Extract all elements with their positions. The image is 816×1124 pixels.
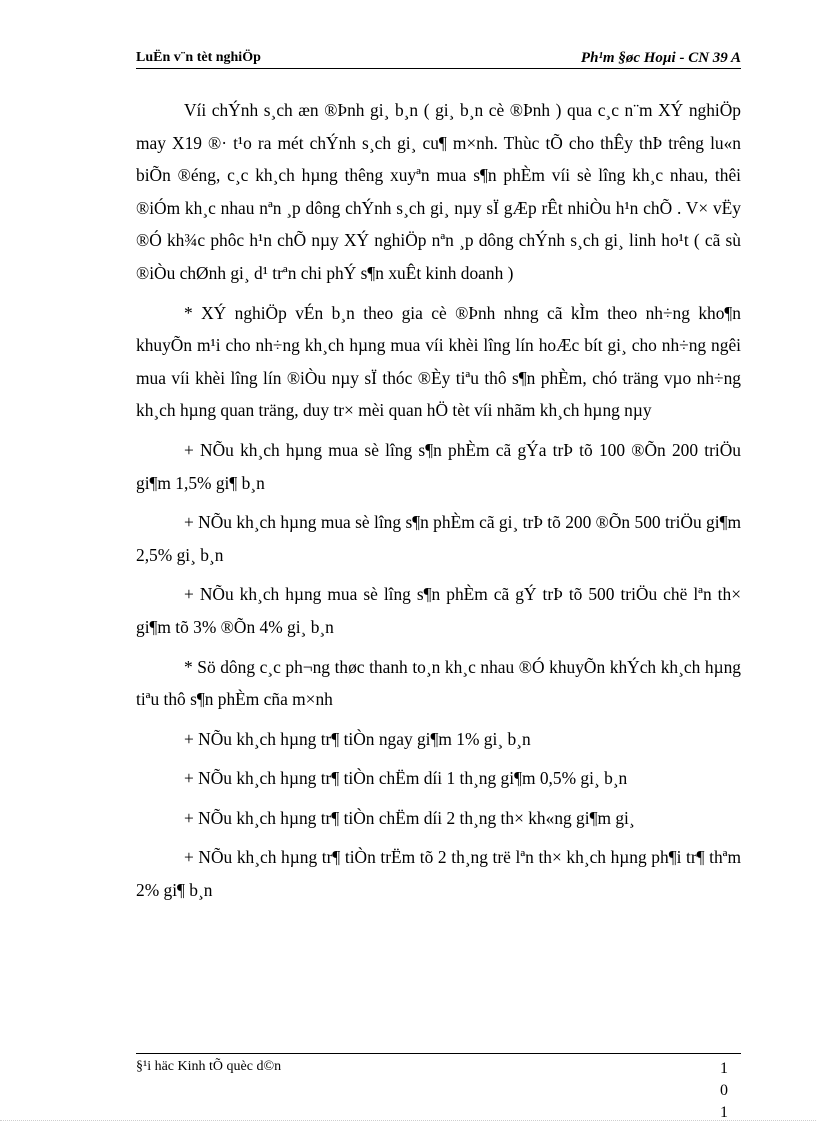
header-author: Ph¹m §øc Hoµi - CN 39 A bbox=[580, 50, 741, 66]
page-number-digit: 1 bbox=[720, 1060, 728, 1077]
paragraph-10: + NÕu kh¸ch hµng tr¶ tiÒn trËm tõ 2 th¸ng trë lªn th× kh¸ch hµng ph¶i tr¶ thªm 2% gi¶ b¸n bbox=[136, 847, 741, 901]
paragraph-1: Víi chÝnh s¸ch æn ®Þnh gi¸ b¸n ( gi¸ b¸n cè ®Þnh ) qua c¸c n¨m XÝ nghiÖp may X19 ®· t¹o ra mét chÝnh s¸ch gi¸ cu¶ m×nh. Thùc tÕ cho thÊy thÞ trêng lu«n biÕn ®éng, c¸c kh¸ch hµng thêng xuyªn mua s¶n phÈm víi sè lîng kh¸c nhau, thêi ®iÓm kh¸c nhau nªn ¸p dông chÝnh s¸ch gi¸ nµy sÏ gÆp rÊt nhiÒu h¹n chÕ . V× vËy ®Ó kh¾c phôc h¹n chÕ nµy XÝ nghiÖp nªn ¸p dông chÝnh s¸ch gi¸ linh ho¹t ( cã sù ®iÒu chØnh gi¸ d¹ trªn chi phÝ s¶n xuÊt kinh doanh ) bbox=[136, 100, 741, 283]
paragraph-3: + NÕu kh¸ch hµng mua sè lîng s¶n phÈm cã gÝa trÞ tõ 100 ®Õn 200 triÖu gi¶m 1,5% gi¶ b¸n bbox=[136, 439, 741, 493]
page-number-digit: 0 bbox=[720, 1082, 728, 1099]
paragraph-9: + NÕu kh¸ch hµng tr¶ tiÒn chËm díi 2 th¸ng th× kh«ng gi¶m gi¸ bbox=[184, 807, 635, 828]
page-number bbox=[712, 1058, 736, 1124]
paragraph-4: + NÕu kh¸ch hµng mua sè lîng s¶n phÈm cã gi¸ trÞ tõ 200 ®Õn 500 triÖu gi¶m 2,5% gi¸ b¸n bbox=[136, 512, 741, 565]
paragraph-6: * Sö dông c¸c ph¬ng thøc thanh to¸n kh¸c nhau ®Ó khuyÕn khÝch kh¸ch hµng tiªu thô s¶n phÈm cña m×nh bbox=[136, 656, 741, 710]
paragraph-7: + NÕu kh¸ch hµng tr¶ tiÒn ngay gi¶m 1% gi¸ b¸n bbox=[184, 728, 531, 749]
paragraph-8: + NÕu kh¸ch hµng tr¶ tiÒn chËm díi 1 th¸ng gi¶m 0,5% gi¸ b¸n bbox=[184, 768, 628, 789]
page-number-digit: 1 bbox=[720, 1104, 728, 1121]
header-divider bbox=[136, 68, 741, 69]
page-bottom-edge bbox=[0, 1120, 816, 1121]
page-header bbox=[136, 50, 741, 70]
paragraph-2: * XÝ nghiÖp vÉn b¸n theo gia cè ®Þnh nhng cã kÌm theo nh÷ng kho¶n khuyÕn m¹i cho nh÷ng kh¸ch hµng mua víi khèi lîng lín hoÆc bít gi¸ cho nh÷ng ngêi mua víi khèi lîng lín ®iÒu nµy sÏ thóc ®Èy tiªu thô s¶n phÈm, chó träng vµo nh÷ng kh¸ch hµng quan träng, duy tr× mèi quan hÖ tèt víi nhãm kh¸ch hµng nµy bbox=[136, 302, 741, 421]
footer-university: §¹i häc Kinh tÕ quèc d©n bbox=[136, 1059, 282, 1074]
page-body bbox=[136, 94, 741, 907]
footer-divider bbox=[136, 1053, 741, 1054]
paragraph-5: + NÕu kh¸ch hµng mua sè lîng s¶n phÈm cã gÝ trÞ tõ 500 triÖu chë lªn th× gi¶m tõ 3% ®Õn 4% gi¸ b¸n bbox=[136, 584, 741, 637]
header-thesis-title: LuËn v¨n tèt nghiÖp bbox=[136, 50, 261, 65]
